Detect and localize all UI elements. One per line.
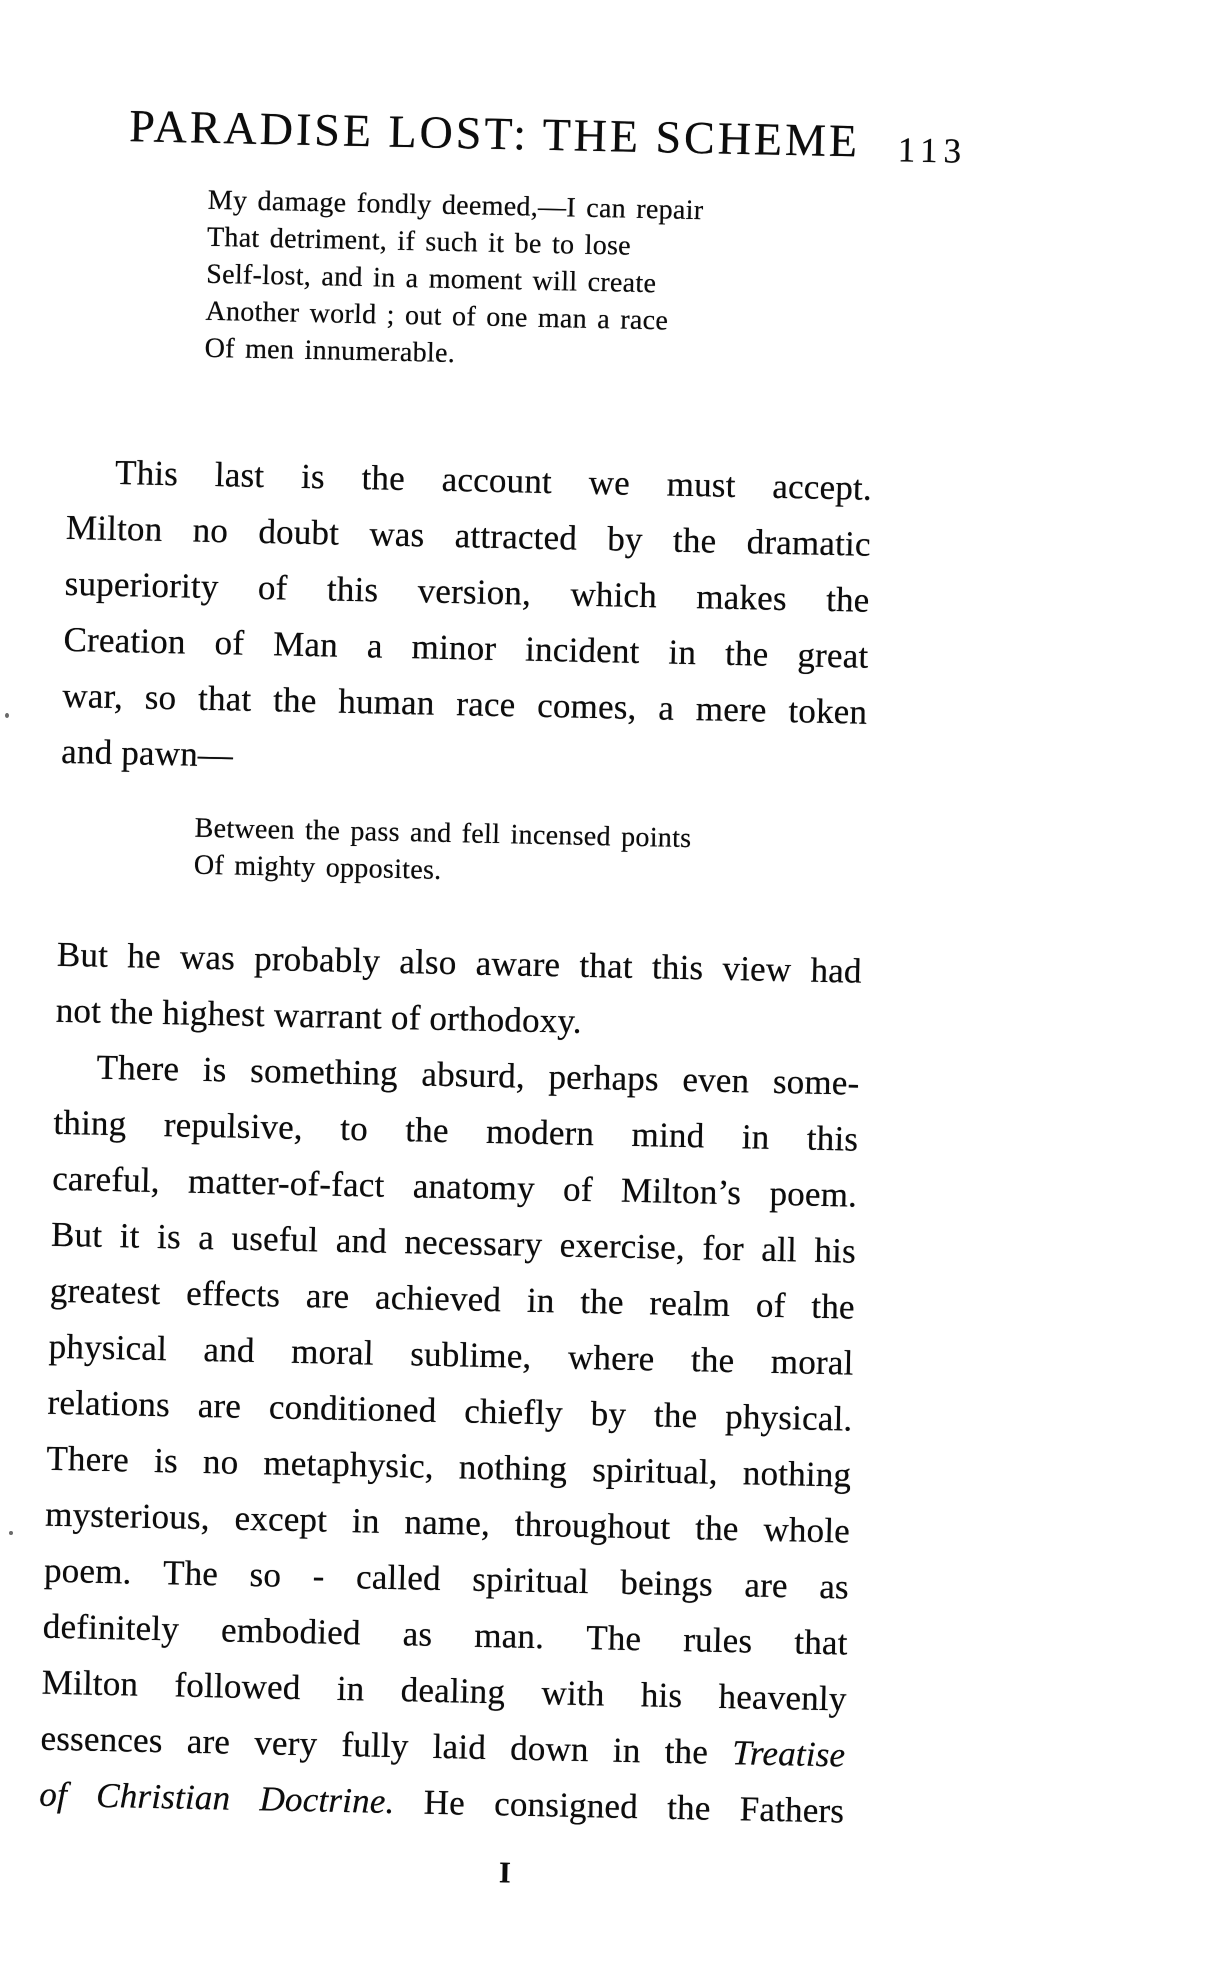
- paragraph-account: [61, 444, 873, 797]
- scan-speck: [9, 1531, 13, 1535]
- page-number: 113: [897, 130, 968, 171]
- text-line: thing repulsive, to the modern mind in this: [53, 1102, 859, 1159]
- text-line: Creation of Man a minor incident in the great: [63, 619, 869, 676]
- text-line: Between the pass and fell incensed points: [194, 812, 692, 855]
- running-title: PARADISE LOST: THE SCHEME: [128, 100, 861, 167]
- paragraph-anatomy: [39, 1039, 860, 1840]
- scan-speck: [5, 713, 9, 718]
- text-line: physical and moral sublime, where the moral: [48, 1326, 854, 1383]
- verse-quote-opposites: [194, 810, 865, 898]
- text-line: careful, matter-of-fact anatomy of Milton’s poem.: [51, 1158, 858, 1215]
- text-line: mysterious, except in name, throughout the whole: [44, 1494, 851, 1551]
- text-line: Milton no doubt was attracted by the dramatic: [65, 507, 872, 564]
- text-line: relations are conditioned chiefly by the physical.: [47, 1382, 853, 1439]
- text-line: Self-lost, and in a moment will create: [205, 258, 657, 300]
- text-line: That detriment, if such it be to lose: [206, 221, 632, 262]
- text-line: My damage fondly deemed,—I can repair: [207, 184, 704, 227]
- text-line: But it is a useful and necessary exercise, for all his: [50, 1214, 857, 1271]
- text-line: There is something absurd, perhaps even some-: [96, 1047, 860, 1103]
- text-line: and pawn—: [60, 731, 234, 775]
- text-line: Of mighty opposites.: [193, 849, 442, 886]
- text-line: This last is the account we must accept.: [114, 452, 873, 508]
- text-line: essences are very fully laid down in the Treatise: [40, 1718, 846, 1775]
- text-line: There is no metaphysic, nothing spiritual, nothing: [46, 1438, 852, 1495]
- paragraph-orthodoxy: [55, 927, 862, 1056]
- text-line: definitely embodied as man. The rules that: [42, 1606, 849, 1663]
- running-header: [128, 96, 968, 172]
- text-line: war, so that the human race comes, a mere token: [62, 675, 868, 732]
- text-line: Of men innumerable.: [204, 332, 456, 370]
- verse-quote-satan: [204, 182, 878, 381]
- text-line: Milton followed in dealing with his heavenly: [41, 1662, 847, 1719]
- text-line: of Christian Doctrine. He consigned the Fathers: [38, 1774, 845, 1831]
- scanned-text-block: [38, 95, 968, 1897]
- text-line: superiority of this version, which makes the: [64, 563, 870, 620]
- signature-mark: I: [498, 1856, 513, 1890]
- text-line: poem. The so - called spiritual beings are as: [43, 1550, 850, 1607]
- text-line: not the highest warrant of orthodoxy.: [55, 990, 583, 1041]
- text-line: But he was probably also aware that this view had: [56, 934, 863, 991]
- text-line: greatest effects are achieved in the realm of the: [49, 1270, 856, 1327]
- text-line: Another world ; out of one man a race: [205, 295, 669, 337]
